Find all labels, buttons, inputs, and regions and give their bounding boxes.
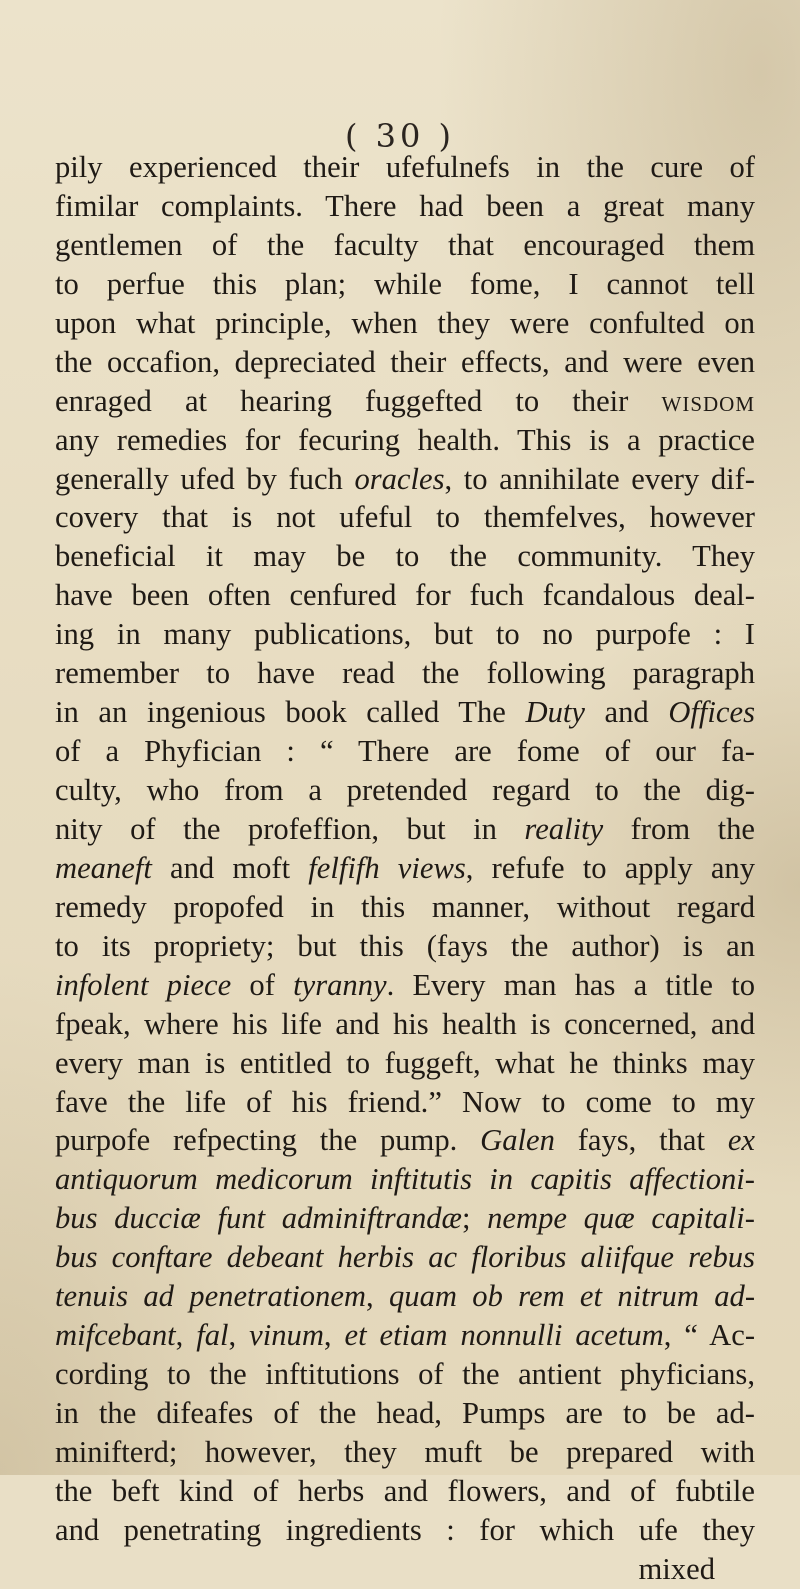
body-text [55, 148, 755, 1589]
text-segment: to its propriety; but this (fays the author) is an [55, 928, 755, 963]
text-line [55, 460, 755, 499]
text-segment: of a Phyfician : “ There are fome of our fa- [55, 734, 755, 769]
italic-text: tyranny [293, 967, 387, 1002]
text-segment: , “ Ac- [663, 1318, 756, 1353]
text-line [55, 1160, 755, 1199]
text-segment: any remedies for fecuring health. This is a practice [55, 422, 755, 457]
text-line [55, 265, 755, 304]
text-line [55, 966, 755, 1005]
text-line [55, 382, 755, 421]
text-line [55, 1394, 755, 1433]
text-segment: purpofe refpecting the pump. [55, 1123, 481, 1158]
text-segment: remedy propofed in this manner, without regard [55, 889, 755, 924]
text-line [55, 888, 755, 927]
text-segment: , [175, 1318, 197, 1353]
text-segment: of [231, 967, 294, 1002]
italic-text: et etiam nonnulli acetum [344, 1318, 664, 1353]
text-segment: in an ingenious book called The [55, 695, 526, 730]
text-segment: from the [603, 811, 755, 846]
text-line [55, 1121, 755, 1160]
text-segment: enraged at hearing fuggefted to their [55, 383, 662, 418]
text-line [55, 1277, 755, 1316]
text-line [55, 1044, 755, 1083]
text-segment: in the difeafes of the head, Pumps are to be ad- [55, 1396, 755, 1430]
text-segment: minifterd; however, they muft be prepared with [55, 1434, 755, 1469]
text-line [55, 576, 755, 615]
text-line [55, 693, 755, 732]
text-line [55, 304, 755, 343]
italic-text: quam ob rem et nitrum ad- [388, 1279, 756, 1314]
text-segment: culty, who from a pretended regard to the dig- [55, 773, 755, 807]
text-segment: pily experienced their ufefulnefs in the cure of [55, 150, 755, 184]
text-line [55, 849, 755, 888]
text-line [55, 148, 755, 187]
text-segment: . Every man has a title to [386, 967, 755, 1002]
text-line [55, 1511, 755, 1550]
text-line [55, 1005, 755, 1044]
italic-text: meaneft [55, 850, 152, 885]
text-segment: to perfue this plan; while fome, I cannot tell [55, 266, 755, 301]
italic-text: Duty [525, 695, 585, 730]
text-segment: fays, that [554, 1123, 728, 1158]
text-segment: , to annihilate every dif- [444, 461, 755, 496]
italic-text: nempe quæ capitali- [487, 1201, 755, 1236]
text-segment: remember to have read the following paragraph [55, 656, 755, 691]
text-segment: upon what principle, when they were confulted on [55, 305, 755, 340]
text-segment: , [366, 1279, 389, 1314]
text-line [55, 1355, 755, 1394]
text-segment: the occafion, depreciated their effects, and were even [55, 344, 755, 379]
text-line [55, 1083, 755, 1122]
text-segment: , refufe to apply any [465, 850, 755, 885]
italic-text: fal [196, 1318, 229, 1353]
text-line [55, 226, 755, 265]
text-segment: , [228, 1318, 250, 1353]
text-line [55, 537, 755, 576]
text-segment: , [323, 1318, 345, 1353]
text-line [55, 810, 755, 849]
text-segment: cording to the inftitutions of the antient phyficians, [55, 1357, 755, 1392]
italic-text: bus ducciæ funt adminiftrandæ [55, 1201, 462, 1236]
italic-text: bus conftare debeant herbis ac floribus aliifque rebus [55, 1240, 755, 1275]
text-line [55, 1238, 755, 1277]
text-segment: gentlemen of the faculty that encouraged them [55, 227, 755, 262]
italic-text: Offices [668, 695, 755, 730]
italic-text: reality [524, 811, 604, 846]
text-segment: generally ufed by fuch [55, 461, 355, 496]
text-segment: and penetrating ingredients : for which ufe they [55, 1512, 755, 1547]
text-segment: fave the life of his friend.” Now to come to my [55, 1084, 755, 1119]
italic-text: mifcebant [55, 1318, 176, 1353]
italic-text: antiquorum medicorum inftitutis in capitis affectioni- [55, 1162, 755, 1197]
text-segment: ing in many publications, but to no purpofe : I [55, 617, 755, 652]
text-line [55, 1472, 755, 1511]
text-segment: the beft kind of herbs and flowers, and of fubtile [55, 1473, 755, 1508]
text-segment: nity of the profeffion, but in [55, 811, 525, 846]
text-segment: mixed [638, 1551, 715, 1586]
text-segment: ; [461, 1201, 488, 1236]
text-line [55, 1199, 755, 1238]
text-line [55, 771, 755, 810]
text-line [55, 1316, 755, 1355]
text-line [55, 927, 755, 966]
italic-text: vinum [249, 1318, 324, 1353]
text-line [55, 1550, 755, 1589]
text-segment: covery that is not ufeful to themfelves, however [55, 500, 755, 535]
text-segment: beneficial it may be to the community. They [55, 539, 755, 574]
text-segment: and moft [151, 850, 309, 885]
italic-text: ex [727, 1123, 755, 1158]
small-caps-text: wisdom [661, 383, 755, 418]
text-line [55, 187, 755, 226]
text-line [55, 654, 755, 693]
italic-text: felfifh views [308, 850, 466, 885]
text-segment: and [584, 695, 669, 730]
text-line [55, 421, 755, 460]
text-segment: fimilar complaints. There had been a great many [55, 188, 755, 223]
italic-text: Galen [480, 1123, 555, 1158]
text-line [55, 615, 755, 654]
italic-text: tenuis ad penetrationem [55, 1279, 367, 1314]
text-line [55, 732, 755, 771]
page-number-header: ( 30 ) [344, 117, 456, 155]
text-segment: every man is entitled to fuggeft, what he thinks may [55, 1045, 755, 1080]
text-line [55, 498, 755, 537]
text-segment: have been often cenfured for fuch fcandalous deal- [55, 578, 755, 613]
text-line [55, 1433, 755, 1472]
text-line [55, 343, 755, 382]
text-segment: fpeak, where his life and his health is concerned, and [55, 1006, 755, 1041]
italic-text: oracles [354, 461, 445, 496]
italic-text: infolent piece [55, 967, 232, 1002]
